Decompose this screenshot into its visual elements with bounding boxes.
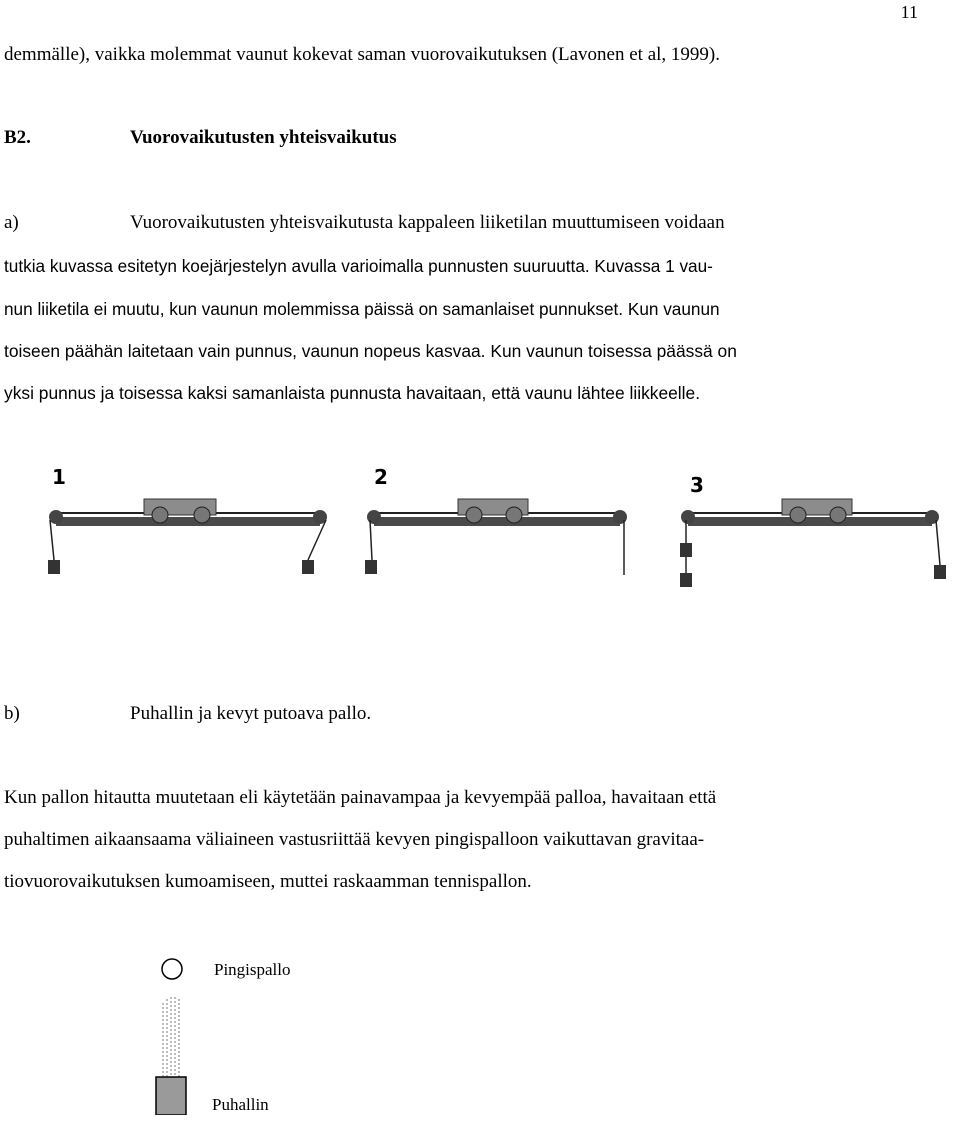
weight bbox=[934, 565, 946, 579]
part-b-title: Puhallin ja kevyt putoava pallo. bbox=[130, 703, 372, 724]
setup-number-1: 1 bbox=[52, 465, 66, 489]
air-stream bbox=[163, 997, 179, 1077]
pulley-right bbox=[613, 510, 627, 524]
cart-diagram-1 bbox=[40, 465, 340, 595]
cart-setup-3 bbox=[678, 465, 958, 595]
weight bbox=[302, 560, 314, 574]
part-a-line-4: toiseen päähän laitetaan vain punnus, vaunun nopeus kasvaa. Kun vaunun toisessa päässä on bbox=[4, 341, 737, 361]
part-a-line-1: Vuorovaikutusten yhteisvaikutusta kappaleen liiketilan muuttumiseen voidaan bbox=[130, 212, 725, 233]
ball-label: Pingispallo bbox=[214, 960, 291, 979]
part-a-line-2: tutkia kuvassa esitetyn koejärjestelyn avulla varioimalla punnusten suuruutta. Kuvassa 1 vau- bbox=[4, 256, 713, 276]
cart-wheel bbox=[194, 507, 210, 523]
cart-wheel bbox=[830, 507, 846, 523]
part-b-line-1: Kun pallon hitautta muutetaan eli käytetään painavampaa ja kevyempää palloa, havaitaan että bbox=[4, 787, 717, 808]
pulley-left bbox=[367, 510, 381, 524]
fan-label: Puhallin bbox=[212, 1095, 269, 1114]
cart-wheel bbox=[790, 507, 806, 523]
setup-number-3: 3 bbox=[690, 473, 704, 497]
setup-number-2: 2 bbox=[374, 465, 388, 489]
weight bbox=[680, 543, 692, 557]
cart-wheel bbox=[152, 507, 168, 523]
ping-pong-ball-icon bbox=[162, 959, 182, 979]
cart-setup-2 bbox=[362, 465, 642, 595]
intro-line: demmälle), vaikka molemmat vaunut kokevat saman vuorovaikutuksen (Lavonen et al, 1999). bbox=[4, 44, 720, 65]
part-a-label: a) bbox=[4, 212, 19, 233]
cart-diagram-2 bbox=[362, 465, 642, 595]
part-b-label: b) bbox=[4, 703, 20, 724]
part-b-line-3: tiovuorovaikutuksen kumoamiseen, muttei raskaamman tennispallon. bbox=[4, 871, 532, 892]
cart-setup-1 bbox=[40, 465, 340, 595]
cart-diagram-3 bbox=[678, 465, 958, 595]
fan-icon bbox=[156, 1077, 186, 1115]
track bbox=[374, 517, 620, 526]
part-a-line-5: yksi punnus ja toisessa kaksi samanlaista punnusta havaitaan, että vaunu lähtee liikkeelle. bbox=[4, 383, 701, 403]
section-code: B2. bbox=[4, 127, 31, 148]
cart-wheel bbox=[466, 507, 482, 523]
part-b-line-2: puhaltimen aikaansaama väliaineen vastusriittää kevyen pingispalloon vaikuttavan gravitaa- bbox=[4, 829, 705, 850]
pulley-left bbox=[49, 510, 63, 524]
weight bbox=[365, 560, 377, 574]
section-title: Vuorovaikutusten yhteisvaikutus bbox=[130, 127, 397, 148]
weight bbox=[680, 573, 692, 587]
track bbox=[688, 517, 932, 526]
page-number: 11 bbox=[900, 2, 918, 22]
cart-wheel bbox=[506, 507, 522, 523]
weight bbox=[48, 560, 60, 574]
pulley-left bbox=[681, 510, 695, 524]
fan-figure bbox=[145, 955, 205, 1115]
part-a-line-3: nun liiketila ei muutu, kun vaunun molemmissa päissä on samanlaiset punnukset. Kun vaunun bbox=[4, 299, 720, 319]
track bbox=[56, 517, 320, 526]
